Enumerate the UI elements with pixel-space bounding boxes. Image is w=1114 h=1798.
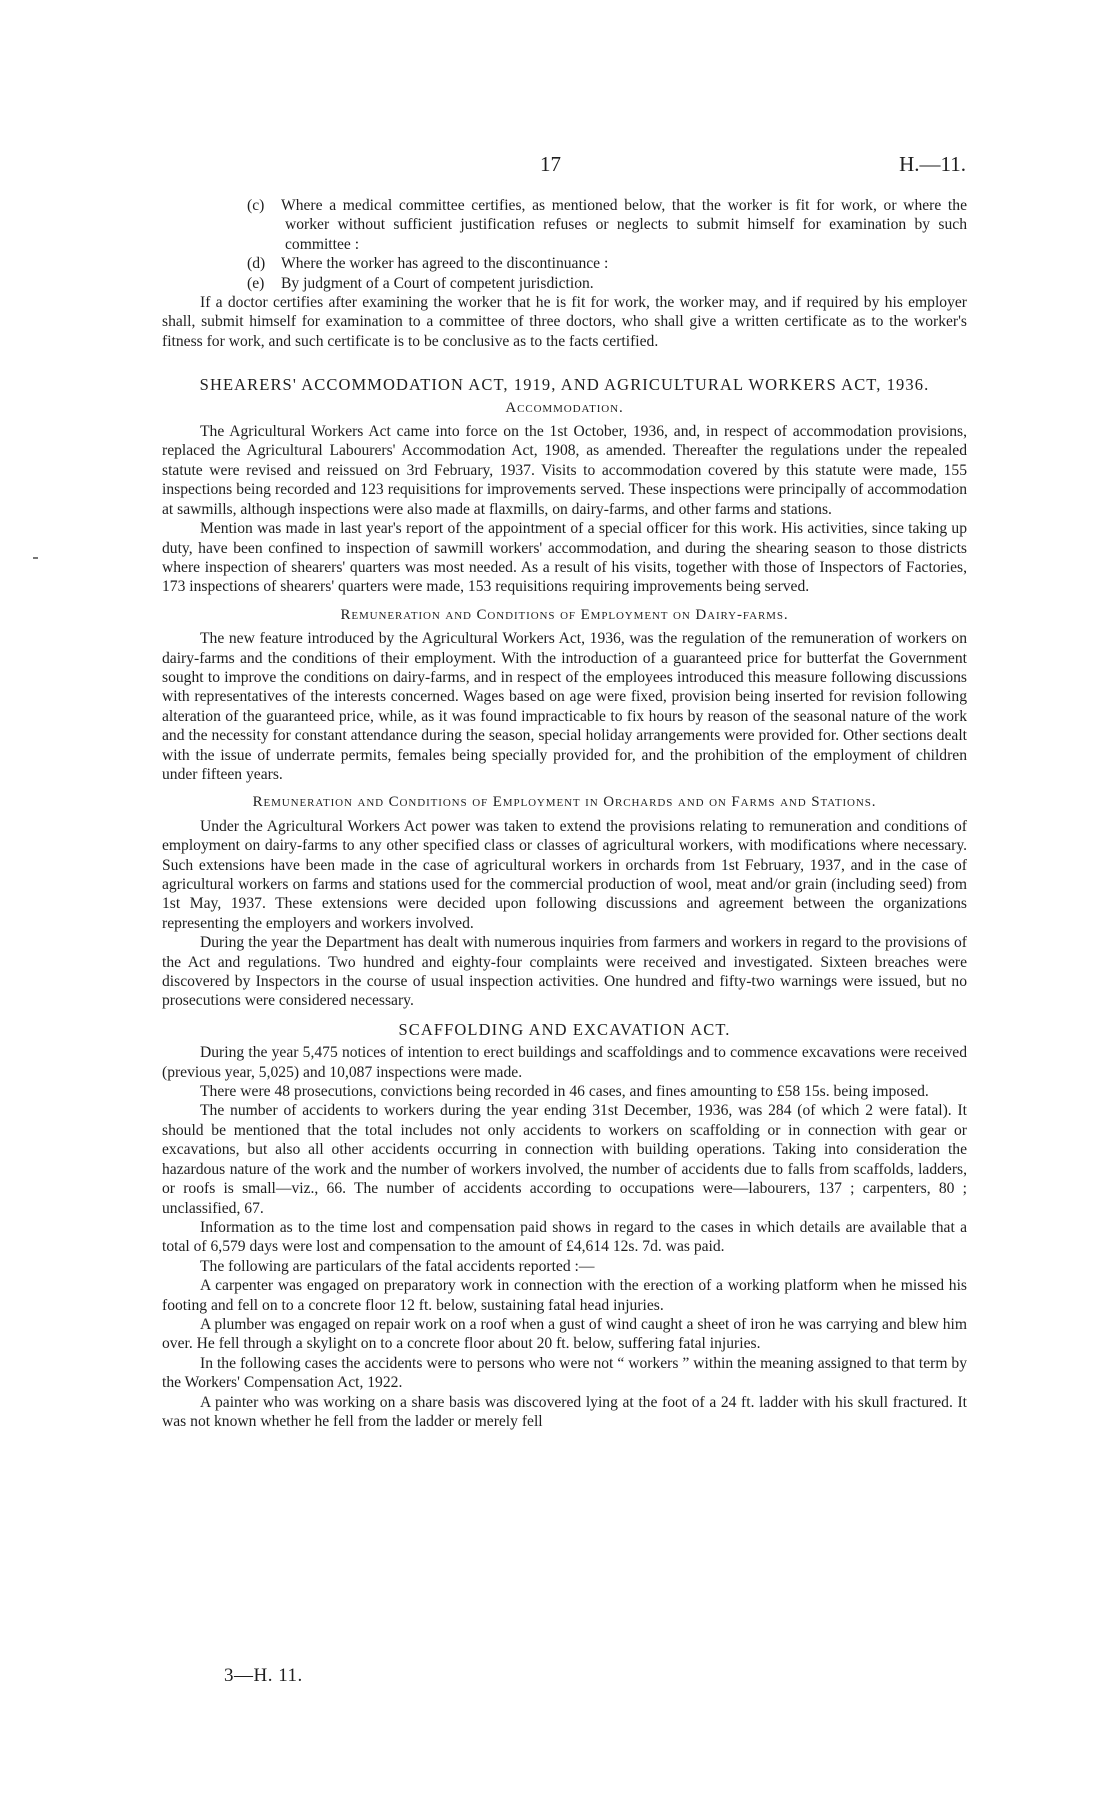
- subsection-heading-orchards: Remuneration and Conditions of Employment in Orchards and on Farms and Stations.: [252, 794, 877, 811]
- paragraph: The number of accidents to workers during the year ending 31st December, 1936, was 284 (of which 2 were fatal). It should be mentioned that the total includes not only accidents to workers on scaffolding or in connection with gear or excavations, but also all other accidents occurring in connection with building operations. Taking into consideration the hazardous nature of the work and the number of workers involved, the number of accidents due to falls from scaffolds, ladders, or roofs is small—viz., 66. The number of accidents according to occupations were—labourers, 137 ; carpenters, 80 ; unclassified, 67.: [162, 1102, 967, 1217]
- section-title-scaffolding: SCAFFOLDING AND EXCAVATION ACT.: [398, 1019, 731, 1039]
- paragraph: In the following cases the accidents were to persons who were not “ workers ” within the meaning assigned to that term by the Workers' Compensation Act, 1922.: [162, 1354, 967, 1392]
- page-content: [162, 196, 967, 1431]
- list-marker: (d): [247, 255, 266, 273]
- paragraph: If a doctor certifies after examining the worker that he is fit for work, the worker may, and if required by his employer shall, submit himself for examination to a committee of three doctors, who shall give a written certificate as to the worker's fitness for work, and such certificate is to be conclusive as to the facts certified.: [162, 294, 967, 350]
- paragraph: Mention was made in last year's report of the appointment of a special officer for this work. His activities, since taking up duty, have been confined to inspection of sawmill workers' accommodation, and during the shearing season to those districts where inspection of shearers' quarters was most needed. As a result of his visits, together with those of Inspectors of Factories, 173 inspections of shearers' quarters were made, 153 requisitions requiring improvements being served.: [162, 520, 967, 596]
- report-reference: H.—11.: [899, 152, 966, 176]
- subsection-heading-accommodation: Accommodation.: [505, 399, 624, 416]
- list-item-text: By judgment of a Court of competent jurisdiction.: [281, 274, 594, 292]
- paragraph: The Agricultural Workers Act came into force on the 1st October, 1936, and, in respect of accommodation provisions, replaced the Agricultural Labourers' Accommodation Act, 1908, as amended. Thereafter the regulations under the repealed statute were revised and reissued on 3rd February, 1937. Visits to accommodation covered by this statute were made, 155 inspections being recorded and 123 requisitions for improvements served. These inspections were principally of accommodation at sawmills, although inspections were also made at flaxmills, on dairy-farms, and other farms and stations.: [162, 423, 967, 518]
- list-item: [162, 274, 967, 293]
- paragraph: There were 48 prosecutions, convictions being recorded in 46 cases, and fines amounting to £58 15s. being imposed.: [200, 1083, 929, 1101]
- paragraph: A plumber was engaged on repair work on a roof when a gust of wind caught a sheet of iron he was carrying and blew him over. He fell through a skylight on to a concrete floor about 20 ft. below, suffering fatal injuries.: [162, 1315, 967, 1353]
- paragraph: Information as to the time lost and compensation paid shows in regard to the cases in which details are available that a total of 6,579 days were lost and compensation to the amount of £4,614 12s. 7d. was paid.: [162, 1218, 967, 1256]
- paragraph: During the year 5,475 notices of intention to erect buildings and scaffoldings and to commence excavations were received (previous year, 5,025) and 10,087 inspections were made.: [162, 1044, 967, 1081]
- list-item: [162, 196, 967, 254]
- paragraph: During the year the Department has dealt with numerous inquiries from farmers and workers in regard to the provisions of the Act and regulations. Two hundred and eighty-four complaints were received and investigated. Sixteen breaches were discovered by Inspectors in the course of usual inspection activities. One hundred and fifty-two warnings were issued, but no prosecutions were considered necessary.: [162, 934, 967, 1010]
- section-title-shearers: SHEARERS' ACCOMMODATION ACT, 1919, AND AGRICULTURAL WORKERS ACT, 1936.: [199, 375, 930, 395]
- list-item-text: Where a medical committee certifies, as mentioned below, that the worker is fit for work, or where the worker without sufficient justification refuses or neglects to submit himself for examination by such committee :: [281, 197, 967, 253]
- list-item: [162, 254, 967, 273]
- paragraph: A painter who was working on a share basis was discovered lying at the foot of a 24 ft. ladder with his skull fractured. It was not known whether he fell from the ladder or merely fell: [162, 1393, 967, 1430]
- paragraph: A carpenter was engaged on preparatory work in connection with the erection of a working platform when he missed his footing and fell on to a concrete floor 12 ft. below, sustaining fatal head injuries.: [162, 1277, 967, 1314]
- subsection-heading-dairy-farms: Remuneration and Conditions of Employment on Dairy-farms.: [340, 606, 789, 623]
- footer-signature: 3—H. 11.: [224, 1665, 303, 1686]
- page-header: [0, 152, 1114, 182]
- list-item-text: Where the worker has agreed to the discontinuance :: [281, 255, 609, 273]
- list-marker: (e): [247, 274, 265, 292]
- paragraph: The new feature introduced by the Agricultural Workers Act, 1936, was the regulation of the remuneration of workers on dairy-farms and the conditions of their employment. With the introduction of a guaranteed price for butterfat the Government sought to improve the conditions on dairy-farms, and in respect of the employees introduced this measure following discussions with representatives of the interests concerned. Wages based on age were fixed, provision being inserted for revision following alteration of the guaranteed price, while, as it was found impracticable to fix hours by reason of the seasonal nature of the work and the necessity for constant attendance during the season, special holiday arrangements were provided for. Other sections dealt with the issue of underrate permits, females being specially provided for, and the prohibition of the employment of children under fifteen years.: [162, 630, 967, 783]
- paragraph: Under the Agricultural Workers Act power was taken to extend the provisions relating to remuneration and conditions of employment on dairy-farms to any other specified class or classes of agricultural workers, with modifications where necessary. Such extensions have been made in the case of agricultural workers in orchards from 1st February, 1937, and in the case of agricultural workers on farms and stations used for the commercial production of wool, meat and/or grain (including seed) from 1st May, 1937. These extensions were decided upon following discussions and agreement between the organizations representing the employers and workers involved.: [162, 817, 967, 932]
- margin-mark: [33, 557, 38, 559]
- paragraph: The following are particulars of the fatal accidents reported :—: [200, 1257, 595, 1275]
- list-marker: (c): [247, 197, 265, 214]
- page-number: 17: [540, 152, 561, 176]
